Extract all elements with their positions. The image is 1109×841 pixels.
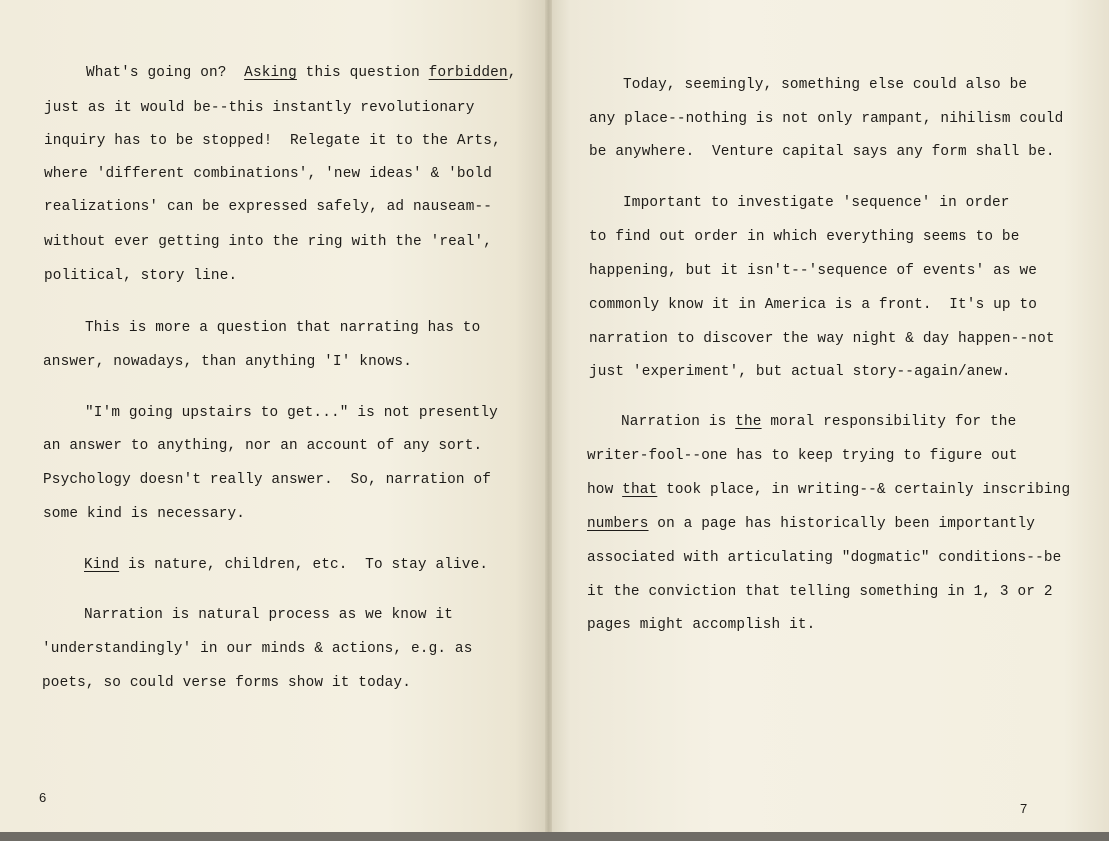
text-segment: writer-fool--one has to keep trying to figure out: [587, 448, 1018, 464]
text-segment: Important to investigate 'sequence' in order: [623, 195, 1010, 211]
text-line: [44, 198, 492, 216]
text-line: [44, 233, 492, 251]
right-page: [548, 0, 1109, 836]
text-segment: to find out order in which everything seems to be: [589, 229, 1020, 245]
text-segment: pages might accomplish it.: [587, 617, 816, 633]
text-segment: be anywhere. Venture capital says any form shall be.: [589, 144, 1055, 160]
text-line: [44, 99, 475, 117]
underlined-word: the: [735, 414, 762, 430]
text-segment: moral responsibility for the: [761, 414, 1017, 430]
text-segment: What's going on?: [86, 65, 245, 81]
text-line: [84, 556, 488, 574]
text-line: [589, 110, 1063, 128]
text-line: [42, 674, 411, 692]
text-segment: any place--nothing is not only rampant, nihilism could: [589, 111, 1064, 127]
text-segment: Psychology doesn't really answer. So, narration of: [43, 472, 492, 488]
page-number-right: 7: [1020, 801, 1028, 816]
text-line: [589, 296, 1037, 314]
text-line: [589, 143, 1055, 161]
text-segment: just 'experiment', but actual story--again/anew.: [589, 364, 1011, 380]
text-segment: inquiry has to be stopped! Relegate it to the Arts,: [44, 133, 501, 149]
text-segment: happening, but it isn't--'sequence of events' as we: [589, 263, 1038, 279]
underlined-word: that: [622, 482, 658, 498]
text-segment: took place, in writing--& certainly inscribing: [657, 482, 1071, 498]
text-segment: This is more a question that narrating has to: [85, 320, 481, 336]
text-line: [587, 549, 1061, 567]
text-line: [589, 228, 1020, 246]
text-segment: without ever getting into the ring with the 'real',: [44, 234, 493, 250]
text-line: [44, 165, 492, 183]
text-segment: poets, so could verse forms show it today.: [42, 675, 412, 691]
text-segment: associated with articulating "dogmatic" conditions--be: [587, 550, 1062, 566]
page-number-left: 6: [39, 790, 47, 805]
text-segment: answer, nowadays, than anything 'I' knows.: [43, 354, 413, 370]
book-gutter: [545, 0, 552, 836]
text-segment: some kind is necessary.: [43, 506, 246, 522]
text-line: [589, 262, 1037, 280]
text-line: [84, 606, 453, 624]
text-line: [43, 471, 491, 489]
text-segment: commonly know it in America is a front. It's up to: [589, 297, 1038, 313]
text-line: [44, 132, 501, 150]
text-segment: this question: [296, 65, 429, 81]
text-segment: Narration is natural process as we know it: [84, 607, 454, 623]
text-line: [587, 616, 815, 634]
text-segment: just as it would be--this instantly revolutionary: [44, 100, 475, 116]
text-segment: "I'm going upstairs to get..." is not presently: [85, 405, 498, 421]
text-segment: how: [587, 482, 623, 498]
underlined-word: numbers: [587, 516, 649, 532]
text-line: [587, 447, 1018, 465]
text-line: [623, 194, 1010, 212]
underlined-word: Kind: [84, 557, 120, 573]
text-segment: it the conviction that telling something in 1, 3 or 2: [587, 584, 1053, 600]
text-segment: ,: [507, 65, 517, 81]
text-line: [43, 353, 412, 371]
text-line: [42, 640, 473, 658]
text-segment: political, story line.: [44, 268, 238, 284]
text-segment: Narration is: [621, 414, 736, 430]
text-line: [623, 76, 1027, 94]
text-line: [43, 505, 245, 523]
left-page: [0, 0, 548, 836]
text-line: [85, 404, 498, 422]
underlined-word: forbidden: [428, 65, 508, 81]
text-segment: is nature, children, etc. To stay alive.: [119, 557, 489, 573]
text-line: [86, 64, 517, 82]
text-segment: narration to discover the way night & day happen--not: [589, 331, 1055, 347]
text-line: [589, 330, 1055, 348]
underlined-word: Asking: [244, 65, 297, 81]
text-line: [85, 319, 480, 337]
text-line: [587, 481, 1070, 499]
text-line: [589, 363, 1011, 381]
text-line: [587, 515, 1035, 533]
text-segment: where 'different combinations', 'new ideas' & 'bold: [44, 166, 493, 182]
text-segment: Today, seemingly, something else could also be: [623, 77, 1028, 93]
text-line: [43, 437, 482, 455]
page-edge-shadow: [0, 832, 1109, 841]
text-line: [44, 267, 237, 285]
text-line: [621, 413, 1016, 431]
text-line: [587, 583, 1053, 601]
text-segment: 'understandingly' in our minds & actions, e.g. as: [42, 641, 473, 657]
text-segment: on a page has historically been importantly: [648, 516, 1036, 532]
text-segment: realizations' can be expressed safely, ad nauseam--: [44, 199, 493, 215]
text-segment: an answer to anything, nor an account of any sort.: [43, 438, 483, 454]
